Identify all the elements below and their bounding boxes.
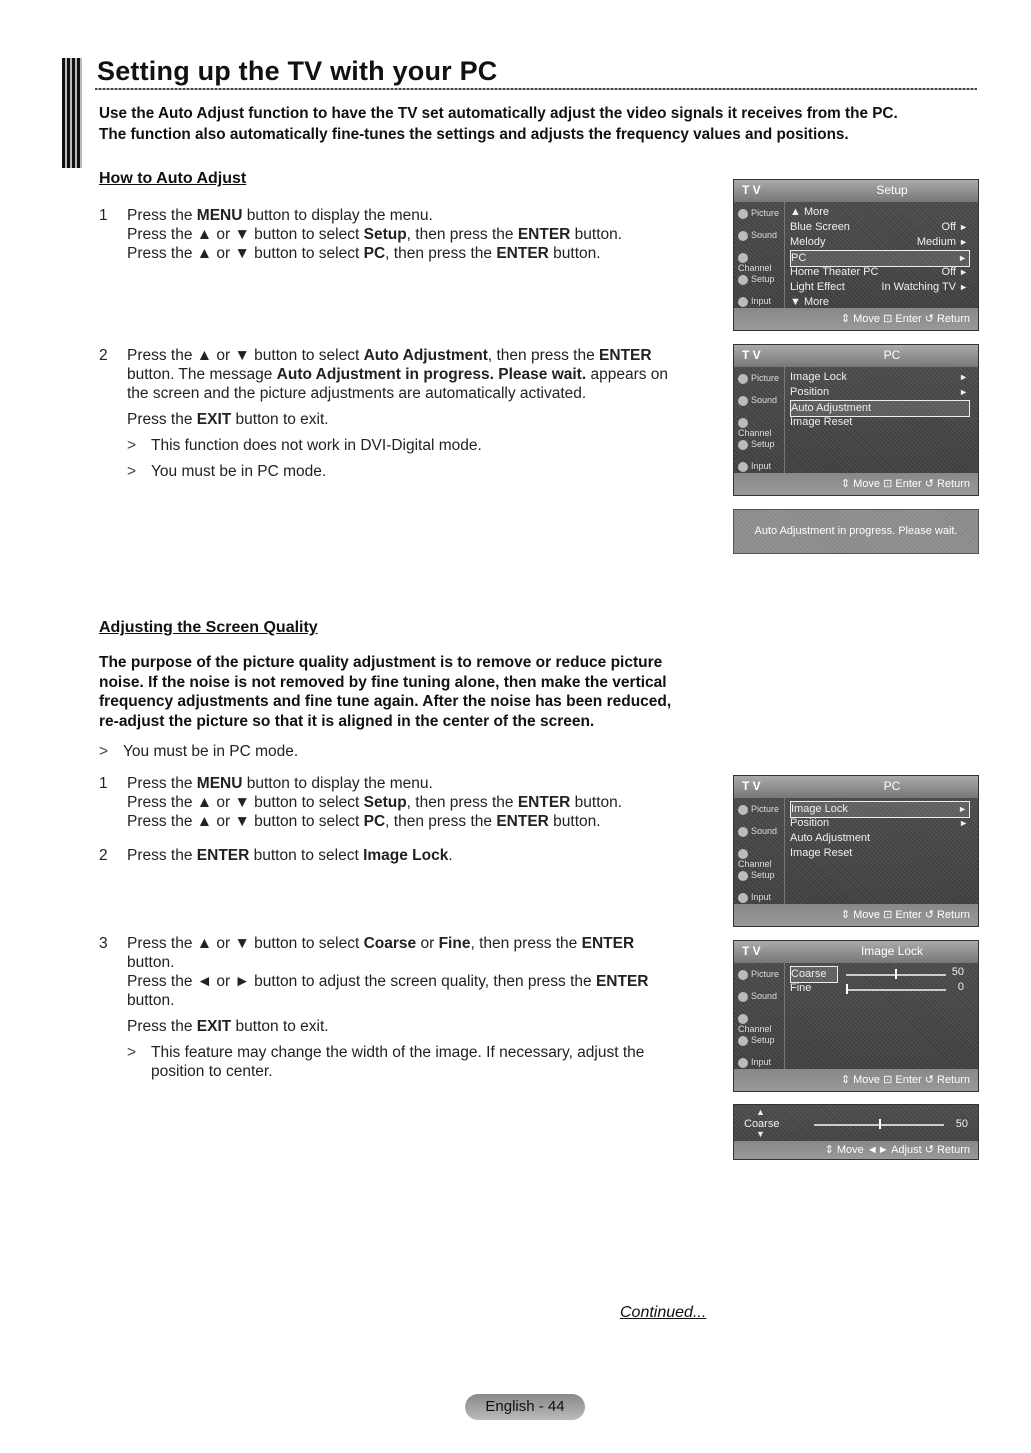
note-arrow-icon: > [99,743,109,760]
note-pc-mode: > You must be in PC mode. [127,463,327,480]
screen-quality-description: The purpose of the picture quality adjustment is to remove or reduce picture noise. If the noise is not removed by fine tuning alone, then make the vertical frequency adjustments and fine tune again. After the noise has been reduced, re-adjust the picture so that it is aligned in the center of the screen. [99,654,672,730]
intro-text [99,103,979,145]
section-title-screen-quality: Adjusting the Screen Quality [99,619,318,636]
s1-step-1: 1 Press the MENU button to display the menu. Press the ▲ or ▼ button to select Setup, then press the ENTER button. Press the ▲ or ▼ button to select PC, then press the ENTER button. [99,207,623,262]
s2-step-1: 1 Press the MENU button to display the menu. Press the ▲ or ▼ button to select Setup, then press the ENTER button. Press the ▲ or ▼ button to select PC, then press the ENTER button. [99,775,623,830]
picture-icon [738,209,748,219]
step-number: 1 [99,207,108,224]
header-divider [95,88,977,90]
note-arrow-icon: > [127,437,137,454]
osd-pc-menu-auto: T V PC Picture Sound Channel Setup Input Image Lock ► Position ► Auto Adjustment Image Reset ⇕ Move ⊡ Enter ↺ Return [733,344,979,496]
s1-step-2: 2 Press the ▲ or ▼ button to select Auto Adjustment, then press the ENTER button. The message Auto Adjustment in progress. Please wait. appears on the screen and the picture adjustments are automatically activated. Press the EXIT button to exit. > This function does not work in DVI-Digital mode. > You must be in PC mode. [99,346,709,481]
page-footer: English - 44 [465,1394,585,1420]
page-title: Setting up the TV with your PC [97,56,498,86]
fine-slider [846,989,946,991]
s2-step-2: 2 Press the ENTER button to select Image Lock. [99,847,453,864]
input-icon [738,297,748,307]
osd-sidebar: Picture Sound Channel Setup Input [734,202,785,308]
section-title-auto-adjust: How to Auto Adjust [99,170,247,187]
step-number: 2 [99,347,108,364]
note-arrow-icon: > [127,463,137,480]
header-decor-bar [62,58,82,168]
s2-step-3: 3 Press the ▲ or ▼ button to select Coarse or Fine, then press the ENTER button. Press the ◄ or ► button to adjust the screen quality, then press the ENTER button. Press the EXIT button to exit. > This feature may change the width of the image. If necessary, adjust the position to center. [99,934,709,1081]
s2-note-pc-mode: > You must be in PC mode. [99,743,299,760]
osd-pc-menu-image-lock: T V PC Picture Sound Channel Setup Input Image Lock ► Position ► Auto Adjustment Image Reset ⇕ Move ⊡ Enter ↺ Return [733,775,979,927]
note-image-width: > This feature may change the width of the image. If necessary, adjust the [127,1044,645,1061]
osd-coarse-adjust-bar: ▲ Coarse ▼ 50 ⇕ Move ◄► Adjust ↺ Return [733,1104,979,1160]
osd-setup-menu: T V Setup Picture Sound Channel Setup Input ▲ More Blue Screen Off ► Melody Medium ► PC ► Home Theater PC Off ► Light Effect In Watching TV ► ▼ More ⇕ Move ⊡ Enter ↺ Return [733,179,979,331]
channel-icon [738,253,748,263]
note-dvi: > This function does not work in DVI-Digital mode. [127,437,482,454]
intro-line-2: The function also automatically fine-tunes the settings and adjusts the frequency values and positions. [99,126,849,143]
intro-line-1: Use the Auto Adjust function to have the TV set automatically adjust the video signals it receives from the PC. [99,105,898,122]
note-arrow-icon: > [127,1044,137,1061]
continued-label: Continued... [620,1304,707,1321]
osd-image-lock-menu: T V Image Lock Picture Sound Channel Setup Input Coarse 50 Fine 0 ⇕ Move ⊡ Enter ↺ Return [733,940,979,1092]
osd-progress-message: Auto Adjustment in progress. Please wait. [733,509,979,554]
setup-icon [738,275,748,285]
sound-icon [738,231,748,241]
